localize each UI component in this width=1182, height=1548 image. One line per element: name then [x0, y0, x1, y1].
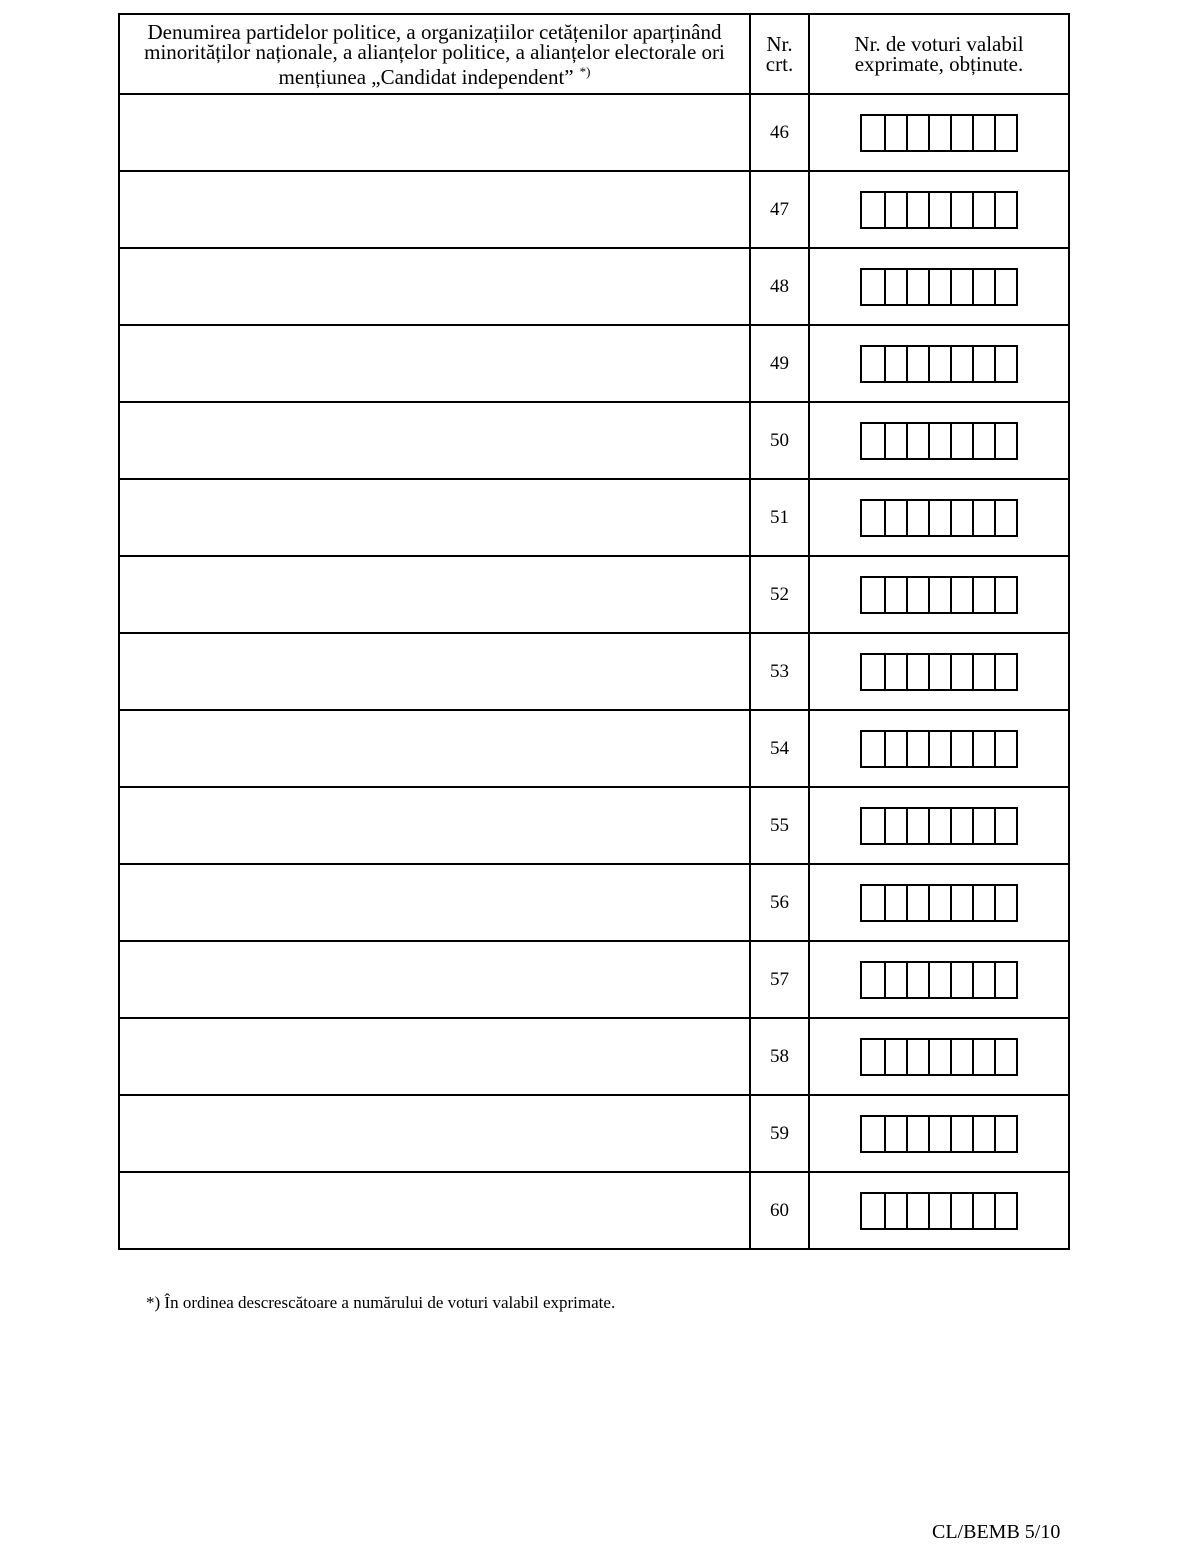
row-number: 58 — [750, 1018, 809, 1095]
vote-digit-box[interactable] — [950, 347, 972, 381]
header-nr-cell — [750, 14, 809, 94]
vote-digit-box[interactable] — [950, 193, 972, 227]
row-number: 52 — [750, 556, 809, 633]
row-number: 60 — [750, 1172, 809, 1249]
vote-digit-box[interactable] — [972, 1194, 994, 1228]
vote-digit-box[interactable] — [928, 347, 950, 381]
vote-digit-box[interactable] — [994, 963, 1016, 997]
vote-digit-box[interactable] — [906, 578, 928, 612]
vote-digit-box[interactable] — [950, 578, 972, 612]
party-name-field[interactable] — [119, 633, 750, 710]
vote-digit-boxes — [860, 730, 1018, 768]
header-votes-line1: Nr. de voturi valabil — [854, 32, 1024, 56]
row-number: 59 — [750, 1095, 809, 1172]
table-row — [119, 556, 1069, 633]
vote-digit-box[interactable] — [906, 655, 928, 689]
vote-digit-box[interactable] — [862, 347, 884, 381]
vote-digit-box[interactable] — [994, 116, 1016, 150]
votes-cell — [809, 402, 1069, 479]
vote-digit-box[interactable] — [928, 809, 950, 843]
vote-digit-box[interactable] — [972, 347, 994, 381]
vote-digit-box[interactable] — [906, 886, 928, 920]
vote-digit-box[interactable] — [994, 732, 1016, 766]
table-row — [119, 248, 1069, 325]
votes-cell — [809, 479, 1069, 556]
vote-digit-box[interactable] — [884, 732, 906, 766]
party-name-field[interactable] — [119, 787, 750, 864]
vote-digit-box[interactable] — [994, 809, 1016, 843]
vote-digit-box[interactable] — [928, 501, 950, 535]
vote-digit-box[interactable] — [972, 270, 994, 304]
party-name-field[interactable] — [119, 864, 750, 941]
vote-digit-box[interactable] — [972, 501, 994, 535]
header-votes-cell — [809, 14, 1069, 94]
vote-digit-box[interactable] — [928, 732, 950, 766]
header-nr-line2: crt. — [765, 52, 794, 76]
table-row — [119, 402, 1069, 479]
table-row — [119, 787, 1069, 864]
party-name-field[interactable] — [119, 1172, 750, 1249]
vote-digit-box[interactable] — [906, 1040, 928, 1074]
votes-cell — [809, 1095, 1069, 1172]
vote-digit-box[interactable] — [950, 809, 972, 843]
vote-digit-box[interactable] — [884, 655, 906, 689]
vote-digit-box[interactable] — [950, 886, 972, 920]
vote-digit-boxes — [860, 1192, 1018, 1230]
vote-digit-box[interactable] — [994, 1117, 1016, 1151]
party-name-field[interactable] — [119, 94, 750, 171]
party-name-field[interactable] — [119, 325, 750, 402]
vote-digit-box[interactable] — [928, 424, 950, 458]
vote-digit-box[interactable] — [994, 1040, 1016, 1074]
vote-digit-box[interactable] — [862, 270, 884, 304]
table-row — [119, 941, 1069, 1018]
vote-digit-box[interactable] — [928, 655, 950, 689]
votes-cell — [809, 248, 1069, 325]
vote-digit-box[interactable] — [884, 501, 906, 535]
vote-digit-box[interactable] — [972, 193, 994, 227]
vote-digit-box[interactable] — [972, 1040, 994, 1074]
vote-digit-box[interactable] — [950, 270, 972, 304]
votes-cell — [809, 787, 1069, 864]
votes-cell — [809, 325, 1069, 402]
vote-digit-box[interactable] — [994, 501, 1016, 535]
table-row — [119, 864, 1069, 941]
vote-digit-boxes — [860, 807, 1018, 845]
vote-digit-boxes — [860, 191, 1018, 229]
votes-cell — [809, 171, 1069, 248]
vote-digit-box[interactable] — [884, 270, 906, 304]
vote-digit-boxes — [860, 653, 1018, 691]
vote-digit-box[interactable] — [862, 578, 884, 612]
table-header-row — [119, 14, 1069, 94]
votes-cell — [809, 1018, 1069, 1095]
vote-digit-box[interactable] — [862, 116, 884, 150]
vote-digit-box[interactable] — [972, 578, 994, 612]
row-number: 46 — [750, 94, 809, 171]
vote-digit-box[interactable] — [884, 193, 906, 227]
row-number: 55 — [750, 787, 809, 864]
vote-digit-box[interactable] — [972, 655, 994, 689]
vote-digit-box[interactable] — [906, 1117, 928, 1151]
vote-digit-box[interactable] — [862, 501, 884, 535]
vote-digit-box[interactable] — [884, 809, 906, 843]
vote-digit-box[interactable] — [994, 270, 1016, 304]
party-name-field[interactable] — [119, 479, 750, 556]
vote-digit-box[interactable] — [950, 1117, 972, 1151]
vote-digit-box[interactable] — [972, 116, 994, 150]
page-id: CL/BEMB 5/10 — [932, 1521, 1061, 1543]
vote-digit-boxes — [860, 1038, 1018, 1076]
vote-digit-box[interactable] — [928, 1117, 950, 1151]
vote-digit-box[interactable] — [928, 1040, 950, 1074]
header-name-cell — [119, 14, 750, 94]
vote-digit-box[interactable] — [950, 963, 972, 997]
row-number: 57 — [750, 941, 809, 1018]
header-votes-line2: exprimate, obținute. — [854, 52, 1024, 76]
vote-digit-box[interactable] — [928, 193, 950, 227]
vote-digit-box[interactable] — [862, 655, 884, 689]
vote-digit-boxes — [860, 576, 1018, 614]
votes-cell — [809, 1172, 1069, 1249]
footnote: *) În ordinea descrescătoare a numărului de voturi valabil exprimate. — [146, 1293, 616, 1312]
vote-digit-box[interactable] — [928, 963, 950, 997]
vote-digit-box[interactable] — [906, 963, 928, 997]
vote-digit-box[interactable] — [906, 347, 928, 381]
party-name-field[interactable] — [119, 1018, 750, 1095]
row-number: 54 — [750, 710, 809, 787]
vote-digit-box[interactable] — [862, 1040, 884, 1074]
vote-digit-box[interactable] — [906, 732, 928, 766]
vote-digit-box[interactable] — [928, 578, 950, 612]
row-number: 53 — [750, 633, 809, 710]
vote-digit-box[interactable] — [862, 886, 884, 920]
vote-digit-box[interactable] — [950, 732, 972, 766]
vote-digit-box[interactable] — [884, 116, 906, 150]
row-number: 51 — [750, 479, 809, 556]
vote-digit-boxes — [860, 499, 1018, 537]
vote-digit-box[interactable] — [906, 1194, 928, 1228]
vote-digit-box[interactable] — [884, 886, 906, 920]
vote-digit-box[interactable] — [928, 270, 950, 304]
party-name-field[interactable] — [119, 171, 750, 248]
vote-digit-box[interactable] — [994, 1194, 1016, 1228]
table-body — [119, 94, 1069, 1249]
vote-digit-box[interactable] — [862, 732, 884, 766]
vote-digit-box[interactable] — [884, 1117, 906, 1151]
vote-digit-box[interactable] — [950, 655, 972, 689]
party-name-field[interactable] — [119, 248, 750, 325]
vote-digit-box[interactable] — [906, 193, 928, 227]
header-name-marker: *) — [579, 63, 591, 79]
votes-table — [118, 13, 1070, 1250]
vote-digit-box[interactable] — [972, 1117, 994, 1151]
table-row — [119, 1172, 1069, 1249]
vote-digit-box[interactable] — [884, 578, 906, 612]
vote-digit-box[interactable] — [928, 886, 950, 920]
votes-cell — [809, 94, 1069, 171]
vote-digit-box[interactable] — [994, 578, 1016, 612]
party-name-field[interactable] — [119, 1095, 750, 1172]
vote-digit-box[interactable] — [972, 963, 994, 997]
vote-digit-box[interactable] — [972, 809, 994, 843]
vote-digit-boxes — [860, 422, 1018, 460]
vote-digit-box[interactable] — [928, 1194, 950, 1228]
vote-digit-box[interactable] — [994, 193, 1016, 227]
vote-digit-box[interactable] — [884, 424, 906, 458]
row-number: 56 — [750, 864, 809, 941]
vote-digit-box[interactable] — [862, 193, 884, 227]
vote-digit-box[interactable] — [884, 1040, 906, 1074]
votes-cell — [809, 941, 1069, 1018]
header-name-label: Denumirea partidelor politice, a organizațiilor cetățenilor aparținând minorităților naționale, a alianțelor politice, a alianțelor electorale ori mențiunea „Candidat independent” — [144, 19, 725, 89]
vote-digit-box[interactable] — [884, 1194, 906, 1228]
vote-digit-box[interactable] — [884, 963, 906, 997]
vote-digit-box[interactable] — [994, 886, 1016, 920]
vote-digit-box[interactable] — [950, 424, 972, 458]
row-number: 47 — [750, 171, 809, 248]
table-row — [119, 1095, 1069, 1172]
vote-digit-box[interactable] — [862, 424, 884, 458]
vote-digit-box[interactable] — [994, 347, 1016, 381]
vote-digit-boxes — [860, 345, 1018, 383]
vote-digit-box[interactable] — [950, 1194, 972, 1228]
party-name-field[interactable] — [119, 402, 750, 479]
vote-digit-boxes — [860, 884, 1018, 922]
vote-digit-boxes — [860, 961, 1018, 999]
vote-digit-box[interactable] — [906, 270, 928, 304]
party-name-field[interactable] — [119, 941, 750, 1018]
votes-cell — [809, 556, 1069, 633]
votes-cell — [809, 864, 1069, 941]
table-row — [119, 633, 1069, 710]
table-row — [119, 710, 1069, 787]
vote-digit-boxes — [860, 1115, 1018, 1153]
vote-digit-box[interactable] — [972, 424, 994, 458]
vote-digit-box[interactable] — [862, 1117, 884, 1151]
vote-digit-boxes — [860, 114, 1018, 152]
table-row — [119, 94, 1069, 171]
vote-digit-box[interactable] — [906, 424, 928, 458]
votes-cell — [809, 710, 1069, 787]
vote-digit-box[interactable] — [950, 116, 972, 150]
vote-digit-box[interactable] — [884, 347, 906, 381]
vote-digit-boxes — [860, 268, 1018, 306]
vote-digit-box[interactable] — [994, 424, 1016, 458]
vote-digit-box[interactable] — [928, 116, 950, 150]
party-name-field[interactable] — [119, 556, 750, 633]
vote-digit-box[interactable] — [862, 963, 884, 997]
table-row — [119, 171, 1069, 248]
table-row — [119, 325, 1069, 402]
party-name-field[interactable] — [119, 710, 750, 787]
table-row — [119, 1018, 1069, 1095]
row-number: 50 — [750, 402, 809, 479]
vote-digit-box[interactable] — [950, 501, 972, 535]
votes-cell — [809, 633, 1069, 710]
header-nr-line1: Nr. — [766, 32, 793, 56]
vote-digit-box[interactable] — [906, 809, 928, 843]
table-row — [119, 479, 1069, 556]
vote-digit-box[interactable] — [994, 655, 1016, 689]
vote-digit-box[interactable] — [906, 116, 928, 150]
row-number: 49 — [750, 325, 809, 402]
vote-digit-box[interactable] — [862, 809, 884, 843]
vote-digit-box[interactable] — [950, 1040, 972, 1074]
vote-digit-box[interactable] — [862, 1194, 884, 1228]
vote-digit-box[interactable] — [906, 501, 928, 535]
row-number: 48 — [750, 248, 809, 325]
vote-digit-box[interactable] — [972, 886, 994, 920]
vote-digit-box[interactable] — [972, 732, 994, 766]
